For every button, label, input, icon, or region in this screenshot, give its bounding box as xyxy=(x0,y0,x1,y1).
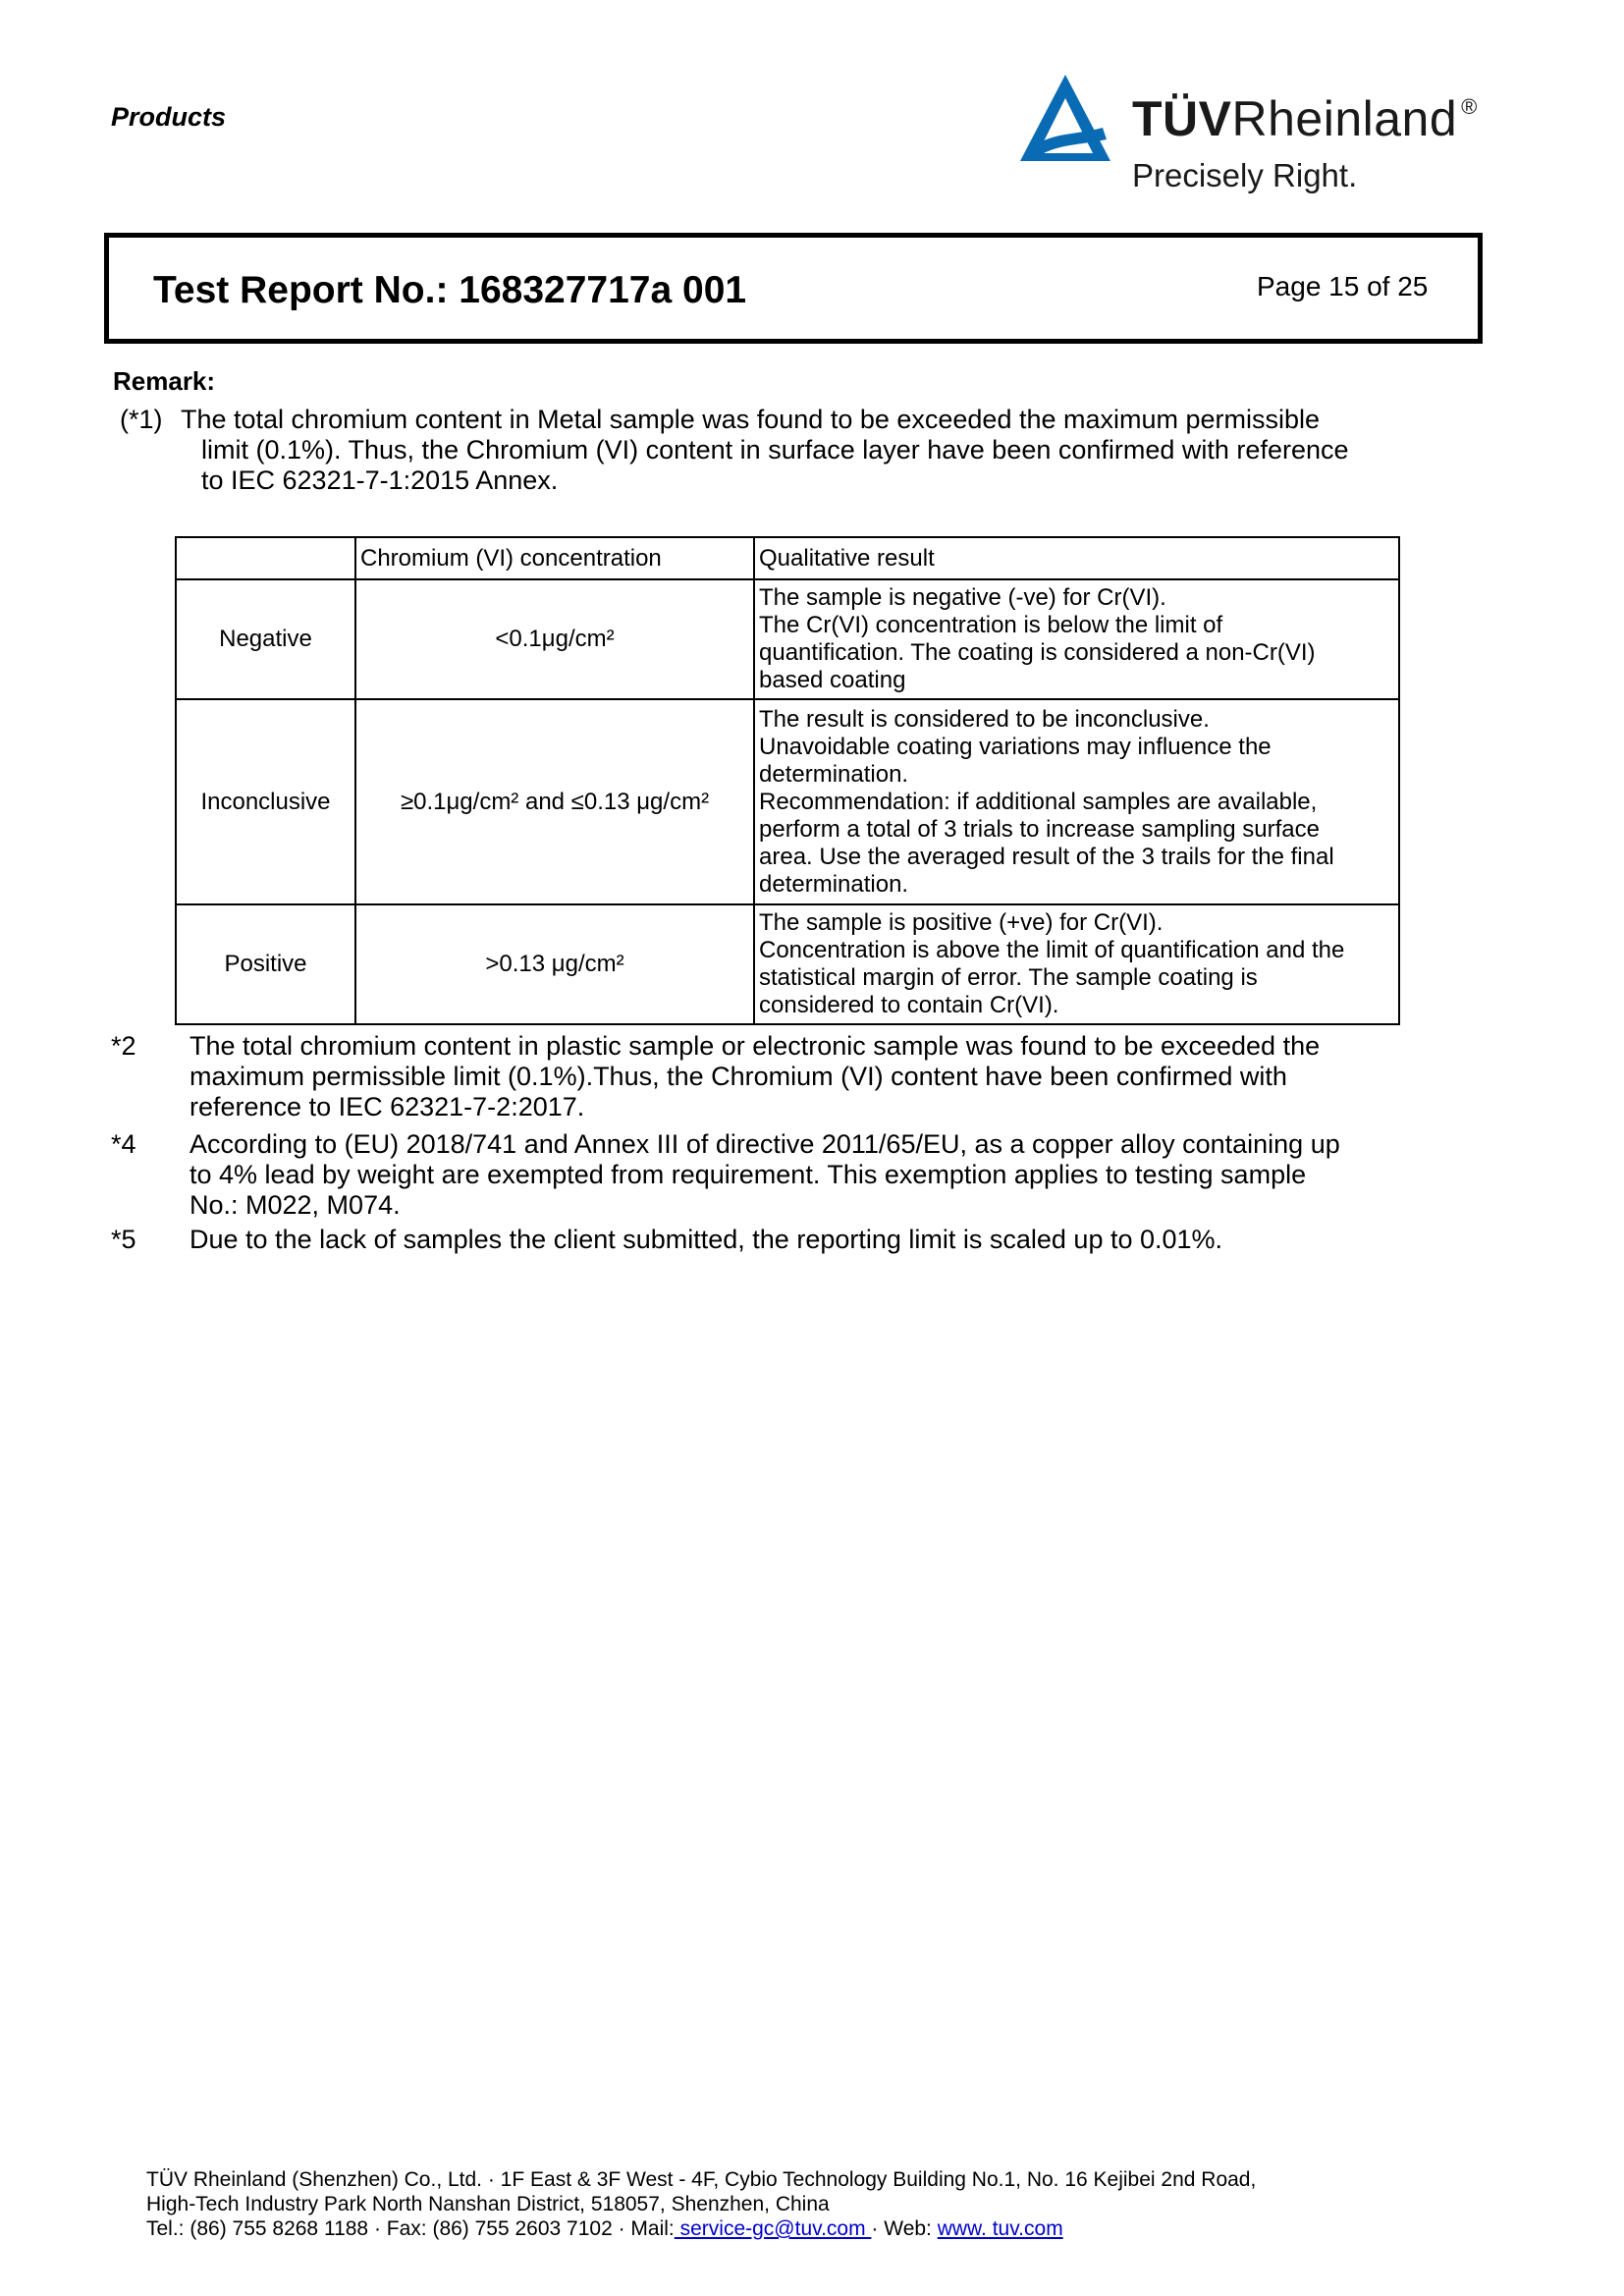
tuv-logo xyxy=(1016,71,1488,198)
note-1-mark: (*1) xyxy=(120,405,163,434)
note-4-mark: *4 xyxy=(111,1129,136,1159)
row-label: Inconclusive xyxy=(176,699,355,904)
table-row xyxy=(176,579,1399,699)
table-header-cell xyxy=(176,537,355,579)
report-title: Test Report No.: 168327717a 001 xyxy=(153,269,747,311)
remark-heading: Remark: xyxy=(113,366,216,396)
note-5-text: Due to the lack of samples the client submitted, the reporting limit is scaled up to 0.01%. xyxy=(189,1225,1223,1254)
row-label: Positive xyxy=(176,904,355,1024)
footer-address-line-1: TÜV Rheinland (Shenzhen) Co., Ltd. · 1F East & 3F West - 4F, Cybio Technology Building No.1, No. 16 Kejibei 2nd Road, xyxy=(146,2168,1257,2191)
note-4-text: According to (EU) 2018/741 and Annex III of directive 2011/65/EU, as a copper alloy containing up to 4% lead by weight are exempted from requirement. This exemption applies to testing sample No.: M022, M074. xyxy=(189,1129,1340,1220)
brand-tagline: Precisely Right. xyxy=(1132,157,1358,193)
report-header-box xyxy=(104,233,1483,344)
table-row xyxy=(176,904,1399,1024)
page-footer xyxy=(146,2167,1256,2241)
row-concentration: <0.1μg/cm² xyxy=(355,579,754,699)
email-link[interactable]: service-gc@tuv.com xyxy=(674,2217,872,2240)
tuv-triangle-icon xyxy=(1016,71,1114,169)
brand-name: TÜVRheinland ® xyxy=(1132,91,1478,146)
note-5-mark: *5 xyxy=(111,1225,136,1254)
table-header-row xyxy=(176,537,1399,579)
row-result: The sample is positive (+ve) for Cr(VI). Concentration is above the limit of quantification and the statistical margin of error. The sample coating is considered to contain Cr(VI). xyxy=(754,904,1399,1024)
chromium-table xyxy=(175,536,1400,1025)
table-header-cell: Qualitative result xyxy=(754,537,1399,579)
note-2-mark: *2 xyxy=(111,1031,136,1061)
row-result: The sample is negative (-ve) for Cr(VI). The Cr(VI) concentration is below the limit of quantification. The coating is considered a non-Cr(VI) based coating xyxy=(754,579,1399,699)
page-number: Page 15 of 25 xyxy=(1257,271,1429,301)
row-result: The result is considered to be inconclusive. Unavoidable coating variations may influence the determination. Recommendation: if additional samples are available, perform a total of 3 trials to increase sampling surface area. Use the averaged result of the 3 trails for the final determination. xyxy=(754,699,1399,904)
table-header-cell: Chromium (VI) concentration xyxy=(355,537,754,579)
note-1-text: The total chromium content in Metal sample was found to be exceeded the maximum permissible limit (0.1%). Thus, the Chromium (VI) content in surface layer have been confirmed with reference to IEC 62321-7-1:2015 Annex. xyxy=(181,405,1349,495)
footer-address-line-2: High-Tech Industry Park North Nanshan District, 518057, Shenzhen, China xyxy=(146,2193,830,2215)
row-concentration: >0.13 μg/cm² xyxy=(355,904,754,1024)
section-label: Products xyxy=(111,102,227,132)
table-row xyxy=(176,699,1399,904)
footer-contact: Tel.: (86) 755 8268 1188 · Fax: (86) 755 2603 7102 · Mail: service-gc@tuv.com · Web: www. tuv.com xyxy=(146,2217,1063,2240)
note-2-text: The total chromium content in plastic sample or electronic sample was found to be exceeded the maximum permissible limit (0.1%).Thus, the Chromium (VI) content have been confirmed with reference to IEC 62321-7-2:2017. xyxy=(189,1031,1321,1121)
row-concentration: ≥0.1μg/cm² and ≤0.13 μg/cm² xyxy=(355,699,754,904)
web-link[interactable]: www. tuv.com xyxy=(937,2217,1063,2240)
row-label: Negative xyxy=(176,579,355,699)
